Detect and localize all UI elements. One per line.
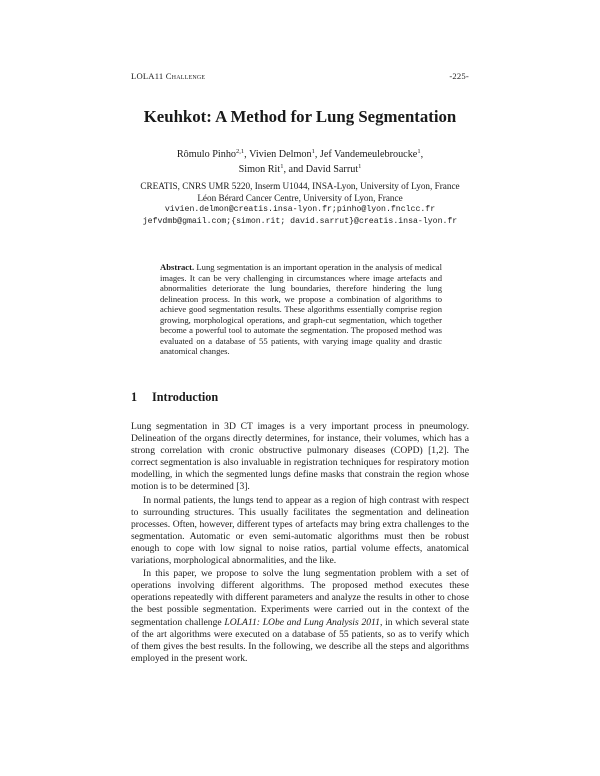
paragraph (131, 568, 469, 665)
affiliation-line: Léon Bérard Cancer Centre, University of Lyon, France (197, 192, 403, 203)
paragraph: Lung segmentation in 3D CT images is a very important process in pneumology. Delineation of the organs directly determines, for instance, their volumes, which has a strong correlation with cronic obstructive pulmonary diseases (COPD) [1,2]. The correct segmentation is also invaluable in registration techniques for respiratory motion modelling, in which the segmented lungs define masks that constrain the region whose motion is to be determined [3]. (131, 421, 469, 493)
email-line: jefvdmb@gmail.com;{simon.rit; david.sarrut}@creatis.insa-lyon.fr (142, 216, 458, 226)
author-affil-marker: 1 (417, 148, 421, 155)
author-affil-marker: 1 (280, 163, 284, 170)
challenge-name: LOLA11: LObe and Lung Analysis 2011 (224, 616, 380, 628)
author-line-1: Rômulo Pinho$^{2,1}$, Vivien Delmon$^1$, Jef Vandemeulebroucke$^1$, (176, 148, 424, 160)
author-name: and David Sarrut (288, 164, 359, 175)
paragraph-text: , in which several state of the art algorithms were executed on a database of 55 patients, so as to verify which of them gives the best results. In the following, we describe all the steps and algorithms employed in the present work. (131, 616, 469, 664)
abstract (160, 262, 442, 357)
section-heading (131, 390, 218, 405)
paragraph-text: In this paper, we propose to solve the lung segmentation problem with a set of operations involving different algorithms. The proposed method executes these operations repeatedly with different parameters and analyze the results in other to chose the best possible segmentation. Experiments were carried out in the context of the segmentation challenge (131, 568, 469, 628)
author-affil-marker: 2,1 (236, 148, 245, 155)
author-line-2: Simon Rit$^1$, and David Sarrut$^1$ (238, 163, 362, 175)
body-text (131, 421, 469, 665)
section-title: Introduction (152, 390, 219, 404)
author-list (131, 147, 469, 177)
page-number: -225- (449, 71, 469, 81)
affiliation-line: CREATIS, CNRS UMR 5220, Inserm U1044, INSA-Lyon, University of Lyon, France (140, 181, 460, 191)
affiliations (116, 181, 484, 227)
author-affil-marker: 1 (358, 163, 362, 170)
paper-title: Keuhkot: A Method for Lung Segmentation (143, 107, 457, 126)
author-name: Simon Rit (238, 164, 281, 175)
running-head-title: LOLA11 Challenge (131, 71, 206, 81)
author-name: Jef Vandemeulebroucke (319, 149, 418, 160)
section-number: 1 (131, 390, 138, 404)
author-affil-marker: 1 (311, 148, 315, 155)
author-name: Vivien Delmon (249, 149, 312, 160)
author-name: Rômulo Pinho (176, 149, 237, 160)
email-line: vivien.delmon@creatis.insa-lyon.fr;pinho@lyon.fnclcc.fr (164, 205, 436, 215)
abstract-label: Abstract. (160, 262, 195, 272)
abstract-text: Lung segmentation is an important operation in the analysis of medical images. It can be very challenging in circumstances where image artefacts and abnormalities deteriorate the lung boundaries, therefore hindering the lung delineation process. In this work, we propose a combination of algorithms to achieve good segmentation results. These algorithms essentially comprise region growing, morphological operations, and graph-cut segmentation, which together become a powerful tool to automate the segmentation. The proposed method was evaluated on a database of 55 patients, with varying image quality and drastic anatomical changes. (160, 262, 442, 357)
paragraph: In normal patients, the lungs tend to appear as a region of high contrast with respect to surrounding structures. This usually facilitates the segmentation and delineation processes. Often, however, different types of artefacts may bring extra challenges to the segmentation. Automatic or even semi-automatic algorithms must then be robust enough to cope with low signal to noise ratios, partial volume effects, anatomical variations, morphological abnormalities, and the like. (131, 494, 469, 567)
